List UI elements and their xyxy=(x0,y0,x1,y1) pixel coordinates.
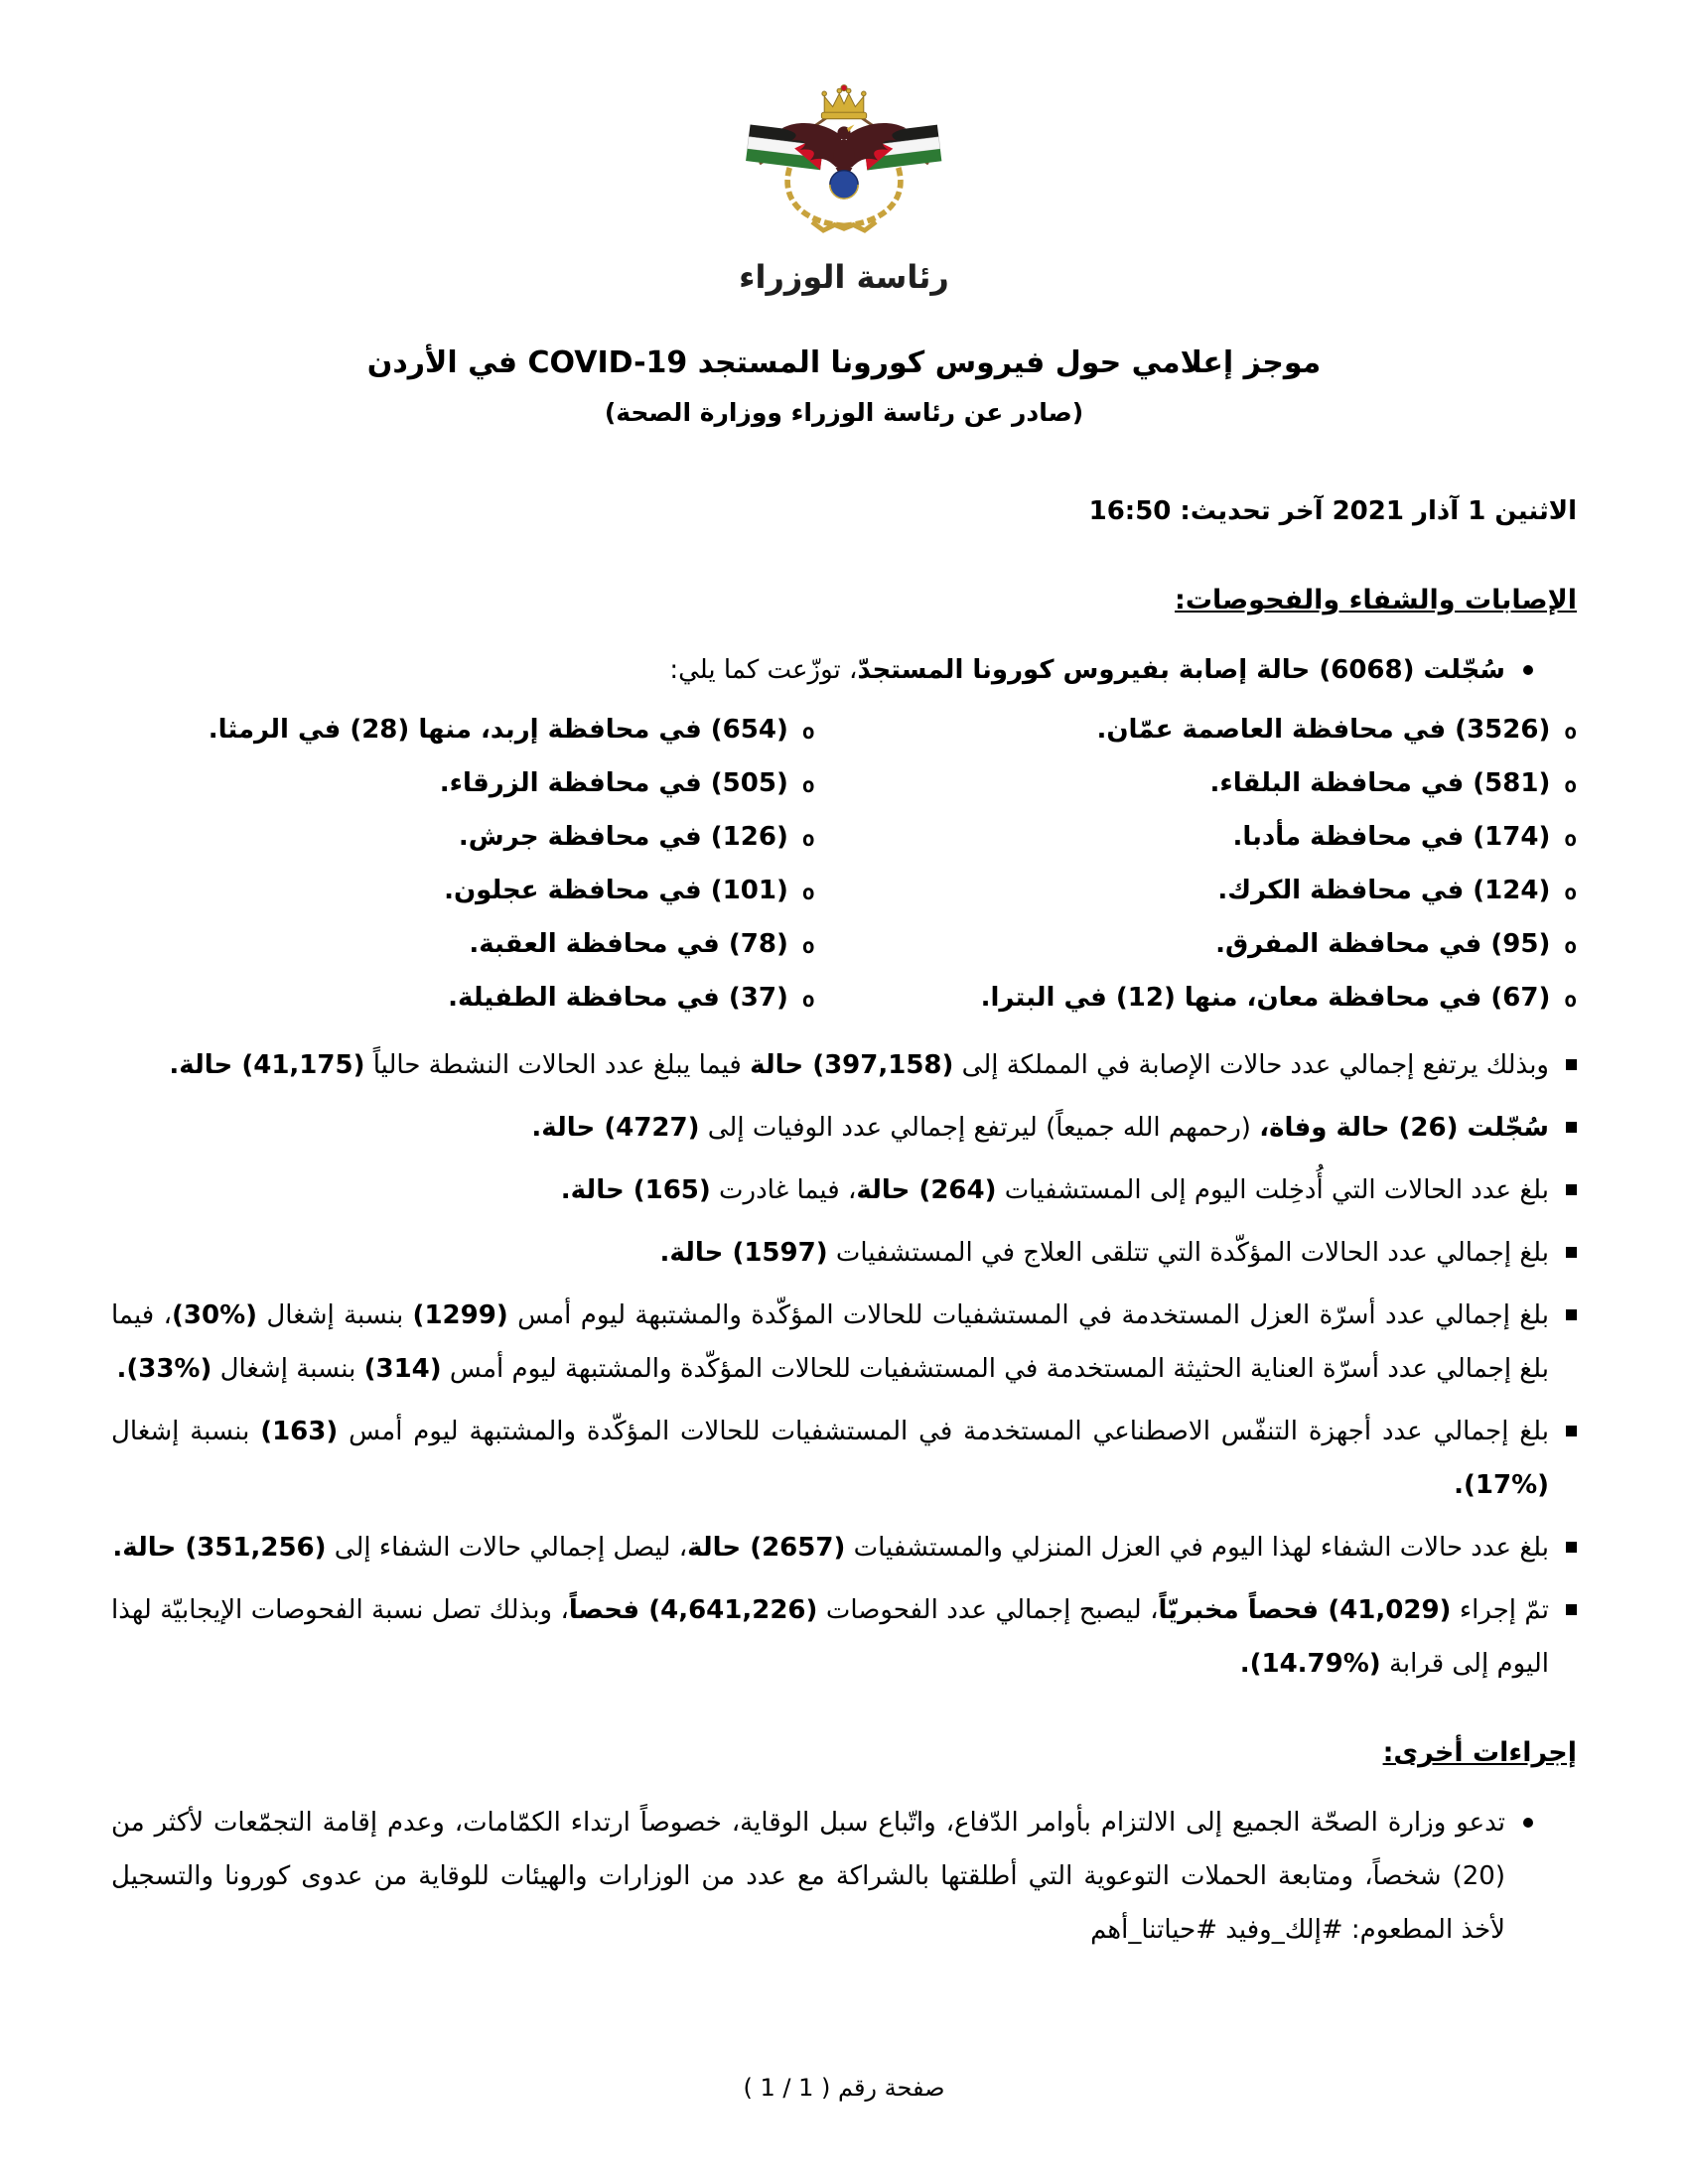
bullet-isolation-icu-beds xyxy=(111,1289,1577,1396)
governorate-row xyxy=(111,810,1577,864)
page-number: صفحة رقم ( 1 / 1 ) xyxy=(743,2074,945,2102)
section-heading-infections-text: الإصابات والشفاء والفحوصات: xyxy=(1175,585,1577,615)
pm-office-calligraphy: رئاسة الوزراء xyxy=(739,258,949,296)
bullet-total-cases-text: وبذلك يرتفع إجمالي عدد حالات الإصابة في المملكة إلى (397,158) حالة فيما يبلغ عدد الحالات النشطة حالياً (41,175) حالة. xyxy=(169,1050,1549,1080)
governorate-item-text: (505) في محافظة الزرقاء. xyxy=(439,768,788,798)
square-bullet-marker-icon xyxy=(1566,1604,1577,1615)
square-bullet-marker-icon xyxy=(1566,1426,1577,1436)
governorate-item-maan xyxy=(814,971,1577,1024)
governorate-item-ajloun xyxy=(111,864,814,917)
daily-cases-text: سُجّلت (6068) حالة إصابة بفيروس كورونا المستجدّ، توزّعت كما يلي: xyxy=(669,655,1505,685)
bullet-deaths-text: سُجّلت (26) حالة وفاة، (رحمهم الله جميعاً) ليرتفع إجمالي عدد الوفيات إلى (4727) حالة. xyxy=(531,1113,1549,1143)
health-advice-bullet xyxy=(111,1796,1577,1957)
circle-bullet-marker-icon xyxy=(802,829,815,850)
governorate-item-text: (126) في محافظة جرش. xyxy=(458,822,788,852)
document-subtitle: (صادر عن رئاسة الوزراء ووزارة الصحة) xyxy=(604,398,1084,427)
emblem-block xyxy=(111,81,1577,300)
circle-bullet-marker-icon xyxy=(802,936,815,957)
governorate-item-madaba xyxy=(814,810,1577,864)
health-advice-text: تدعو وزارة الصحّة الجميع إلى الالتزام بأوامر الدّفاع، واتّباع سبل الوقاية، خصوصاً ارتداء الكمّامات، وعدم إقامة التجمّعات لأكثر من (20) شخصاً، ومتابعة الحملات التوعوية التي أطلقتها بالشراكة مع عدد من الوزارات والهيئات للوقاية من عدوى كورونا والتسجيل لأخذ المطعوم: #إلك_وفيد #حياتنا_أهم xyxy=(111,1808,1505,1945)
statistics-list xyxy=(111,1038,1577,1691)
governorate-item-text: (654) في محافظة إربد، منها (28) في الرمثا. xyxy=(208,715,788,745)
section-heading-infections xyxy=(111,574,1577,627)
circle-bullet-marker-icon xyxy=(802,775,815,796)
governorate-item-text: (78) في محافظة العقبة. xyxy=(469,929,788,959)
bullet-recoveries xyxy=(111,1521,1577,1574)
governorate-item-balqa xyxy=(814,756,1577,810)
circle-bullet-marker-icon xyxy=(1564,990,1577,1011)
bullet-hospitalized-confirmed-text: بلغ إجمالي عدد الحالات المؤكّدة التي تتلقى العلاج في المستشفيات (1597) حالة. xyxy=(659,1238,1549,1268)
governorate-item-aqaba xyxy=(111,917,814,971)
daily-cases-bullet xyxy=(111,643,1577,697)
governorate-item-zarqa xyxy=(111,756,814,810)
governorate-row xyxy=(111,703,1577,756)
bullet-total-cases xyxy=(111,1038,1577,1092)
circle-bullet-marker-icon xyxy=(1564,829,1577,850)
document-title: موجز إعلامي حول فيروس كورونا المستجد COVID-19 في الأردن xyxy=(366,345,1322,380)
bullet-hospital-admissions xyxy=(111,1163,1577,1217)
bullet-tests-text: تمّ إجراء (41,029) فحصاً مخبريّاً، ليصبح إجمالي عدد الفحوصات (4,641,226) فحصاً، وبذلك تصل نسبة الفحوصات الإيجابيّة لهذا اليوم إلى قرابة (%14.79). xyxy=(111,1595,1549,1679)
square-bullet-marker-icon xyxy=(1566,1184,1577,1195)
governorate-item-text: (3526) في محافظة العاصمة عمّان. xyxy=(1096,715,1551,745)
circle-bullet-marker-icon xyxy=(1564,936,1577,957)
crown-shape xyxy=(821,85,866,119)
circle-bullet-marker-icon xyxy=(1564,883,1577,903)
bullet-hospitalized-confirmed xyxy=(111,1226,1577,1280)
section-heading-other-measures xyxy=(111,1726,1577,1780)
square-bullet-marker-icon xyxy=(1566,1309,1577,1320)
square-bullet-marker-icon xyxy=(1566,1542,1577,1553)
governorate-row xyxy=(111,864,1577,917)
governorate-item-tafileh xyxy=(111,971,814,1024)
governorate-item-text: (124) في محافظة الكرك. xyxy=(1217,876,1551,905)
bullet-recoveries-text: بلغ عدد حالات الشفاء لهذا اليوم في العزل المنزلي والمستشفيات (2657) حالة، ليصل إجمالي حالات الشفاء إلى (351,256) حالة. xyxy=(112,1533,1549,1563)
jordan-coat-of-arms-icon xyxy=(741,81,947,233)
bullet-ventilators xyxy=(111,1405,1577,1512)
circle-bullet-marker-icon xyxy=(802,883,815,903)
circle-bullet-marker-icon xyxy=(802,722,815,743)
governorate-item-text: (67) في محافظة معان، منها (12) في البترا. xyxy=(980,983,1551,1013)
governorate-item-text: (37) في محافظة الطفيلة. xyxy=(448,983,788,1013)
circle-bullet-marker-icon xyxy=(1564,775,1577,796)
governorate-item-amman xyxy=(814,703,1577,756)
governorate-item-karak xyxy=(814,864,1577,917)
governorate-item-mafraq xyxy=(814,917,1577,971)
round-bullet-marker-icon xyxy=(1523,1818,1533,1828)
round-bullet-marker-icon xyxy=(1523,665,1533,675)
governorate-item-text: (581) في محافظة البلقاء. xyxy=(1209,768,1551,798)
bullet-hospital-admissions-text: بلغ عدد الحالات التي أُدخِلت اليوم إلى المستشفيات (264) حالة، فيما غادرت (165) حالة. xyxy=(560,1175,1549,1205)
governorates-list xyxy=(111,703,1577,1024)
governorate-item-irbid xyxy=(111,703,814,756)
bullet-tests xyxy=(111,1583,1577,1691)
square-bullet-marker-icon xyxy=(1566,1059,1577,1070)
section-heading-other-measures-text: إجراءات أخرى: xyxy=(1382,1737,1577,1768)
bullet-ventilators-text: بلغ إجمالي عدد أجهزة التنفّس الاصطناعي المستخدمة في المستشفيات للحالات المؤكّدة والمشتبهة ليوم أمس (163) بنسبة إشغال (%17). xyxy=(111,1417,1549,1500)
governorate-item-text: (101) في محافظة عجلون. xyxy=(444,876,788,905)
bullet-deaths xyxy=(111,1101,1577,1155)
governorate-row xyxy=(111,917,1577,971)
circle-bullet-marker-icon xyxy=(1564,722,1577,743)
date-line: الاثنين 1 آذار 2021 آخر تحديث: 16:50 xyxy=(1088,496,1577,526)
governorate-row xyxy=(111,971,1577,1024)
square-bullet-marker-icon xyxy=(1566,1247,1577,1258)
governorate-row xyxy=(111,756,1577,810)
governorate-item-text: (174) في محافظة مأدبا. xyxy=(1232,822,1551,852)
bullet-isolation-icu-beds-text: بلغ إجمالي عدد أسرّة العزل المستخدمة في المستشفيات للحالات المؤكّدة والمشتبهة ليوم أمس (1299) بنسبة إشغال (%30)، فيما بلغ إجمالي عدد أسرّة العناية الحثيثة المستخدمة في المستشفيات للحالات المؤكّدة والمشتبهة ليوم أمس (314) بنسبة إشغال (%33). xyxy=(111,1300,1549,1384)
circle-bullet-marker-icon xyxy=(802,990,815,1011)
governorate-item-jerash xyxy=(111,810,814,864)
square-bullet-marker-icon xyxy=(1566,1122,1577,1133)
governorate-item-text: (95) في محافظة المفرق. xyxy=(1215,929,1551,959)
